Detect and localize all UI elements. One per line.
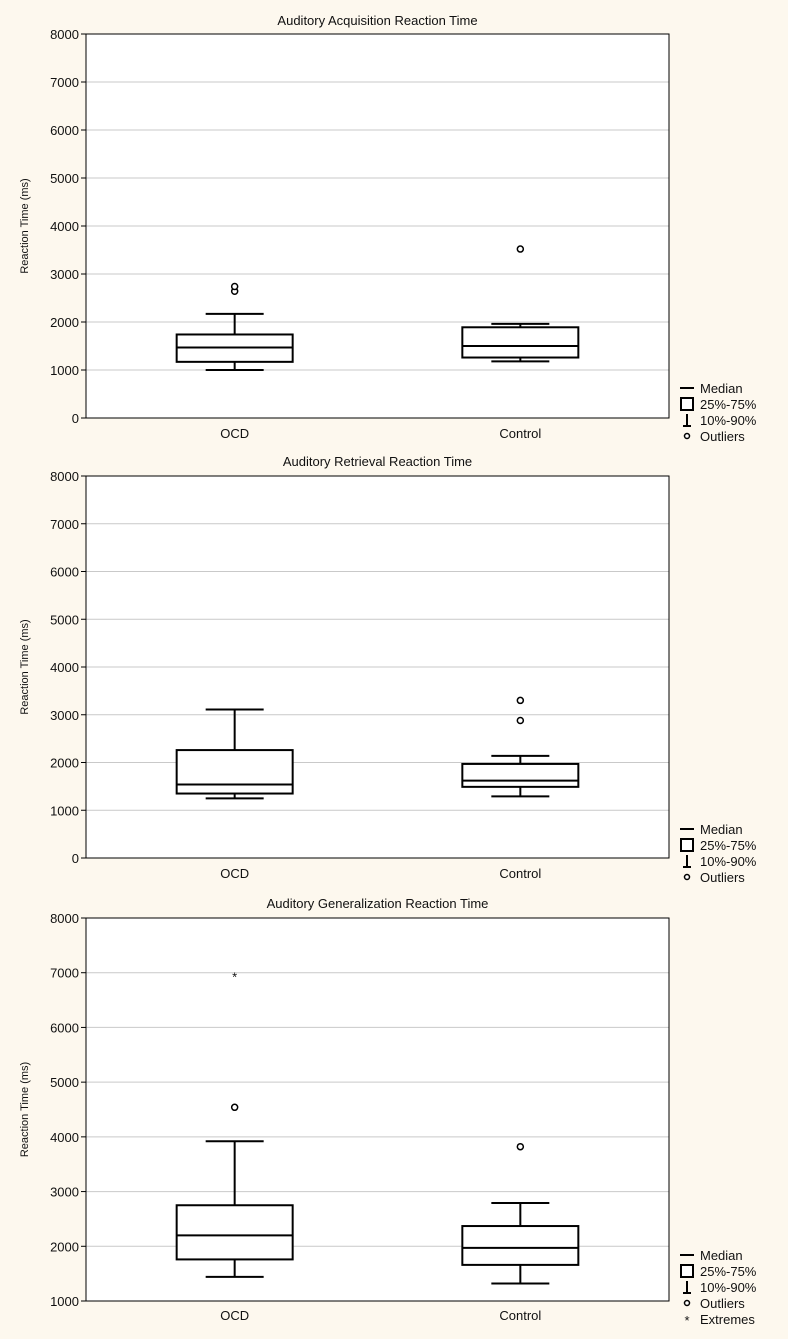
y-tick-label: 7000: [50, 516, 79, 532]
y-tick-label: 8000: [50, 911, 79, 926]
y-tick-label: 4000: [50, 219, 79, 234]
legend-outlier-icon: [685, 875, 690, 880]
legend-label: Median: [700, 381, 743, 396]
legend-outlier-icon: [685, 1301, 690, 1306]
iqr-box: [177, 750, 293, 793]
y-tick-label: 5000: [50, 1075, 79, 1091]
y-tick-label: 8000: [50, 469, 79, 484]
y-tick-label: 3000: [50, 267, 79, 282]
y-axis-label: Reaction Time (ms): [19, 619, 31, 715]
y-tick-label: 7000: [50, 965, 79, 981]
y-tick-label: 8000: [50, 27, 79, 42]
legend-label: Outliers: [700, 870, 745, 885]
y-tick-label: 1000: [50, 363, 79, 378]
y-tick-label: 2000: [50, 755, 79, 771]
legend-label: Median: [700, 1248, 743, 1263]
chart-panel-retrieval: [4, 446, 784, 886]
outlier-point: [517, 697, 523, 703]
y-tick-label: 0: [71, 411, 79, 426]
y-tick-label: 6000: [50, 564, 79, 580]
legend-extreme-icon: *: [684, 1313, 690, 1328]
iqr-box: [462, 764, 578, 787]
y-tick-label: 3000: [50, 707, 79, 723]
y-tick-label: 3000: [50, 1184, 79, 1200]
y-tick-label: 5000: [50, 171, 79, 186]
chart-generalization: [4, 888, 784, 1335]
chart-acquisition: [4, 4, 784, 444]
chart-panel-acquisition: [4, 4, 784, 444]
y-tick-label: 4000: [50, 1129, 79, 1145]
y-tick-label: 1000: [50, 1294, 79, 1309]
y-tick-label: 7000: [50, 75, 79, 90]
y-tick-label: 5000: [50, 612, 79, 628]
legend-box-icon: [681, 839, 693, 851]
legend-box-icon: [681, 398, 693, 410]
outlier-point: [232, 283, 238, 289]
plot-area: [86, 918, 669, 1301]
y-tick-label: 2000: [50, 1239, 79, 1255]
legend-outlier-icon: [685, 434, 690, 439]
y-axis-label: Reaction Time (ms): [19, 178, 31, 274]
chart-title: Auditory Acquisition Reaction Time: [277, 13, 478, 28]
iqr-box: [177, 1205, 293, 1259]
legend-label: 25%-75%: [700, 838, 757, 853]
iqr-box: [462, 1226, 578, 1265]
legend-label: Median: [700, 822, 743, 837]
y-tick-label: 0: [71, 851, 79, 866]
legend-label: 10%-90%: [700, 854, 757, 869]
y-tick-label: 6000: [50, 123, 79, 138]
legend-label: 10%-90%: [700, 413, 757, 428]
outlier-point: [517, 246, 523, 252]
y-axis-label: Reaction Time (ms): [19, 1061, 31, 1158]
legend-label: 25%-75%: [700, 1264, 757, 1279]
legend-label: 25%-75%: [700, 397, 757, 412]
category-label: Control: [499, 1308, 542, 1323]
category-label: OCD: [220, 1308, 250, 1323]
legend-label: Outliers: [700, 1296, 745, 1311]
chart-retrieval: [4, 446, 784, 886]
chart-title: Auditory Generalization Reaction Time: [266, 896, 489, 911]
extreme-point: *: [232, 969, 238, 985]
outlier-point: [232, 1104, 238, 1110]
chart-panel-generalization: [4, 888, 784, 1335]
legend-label: 10%-90%: [700, 1280, 757, 1295]
y-tick-label: 4000: [50, 660, 79, 675]
outlier-point: [517, 717, 523, 723]
outlier-point: [517, 1144, 523, 1150]
legend-label: Extremes: [700, 1312, 755, 1327]
category-label: Control: [499, 866, 542, 881]
y-tick-label: 6000: [50, 1020, 79, 1036]
legend-box-icon: [681, 1265, 693, 1277]
iqr-box: [462, 327, 578, 357]
y-tick-label: 1000: [50, 803, 79, 819]
category-label: OCD: [220, 426, 250, 441]
category-label: OCD: [220, 866, 250, 881]
y-tick-label: 2000: [50, 315, 79, 330]
legend-label: Outliers: [700, 429, 745, 444]
category-label: Control: [499, 426, 542, 441]
chart-title: Auditory Retrieval Reaction Time: [282, 454, 473, 469]
